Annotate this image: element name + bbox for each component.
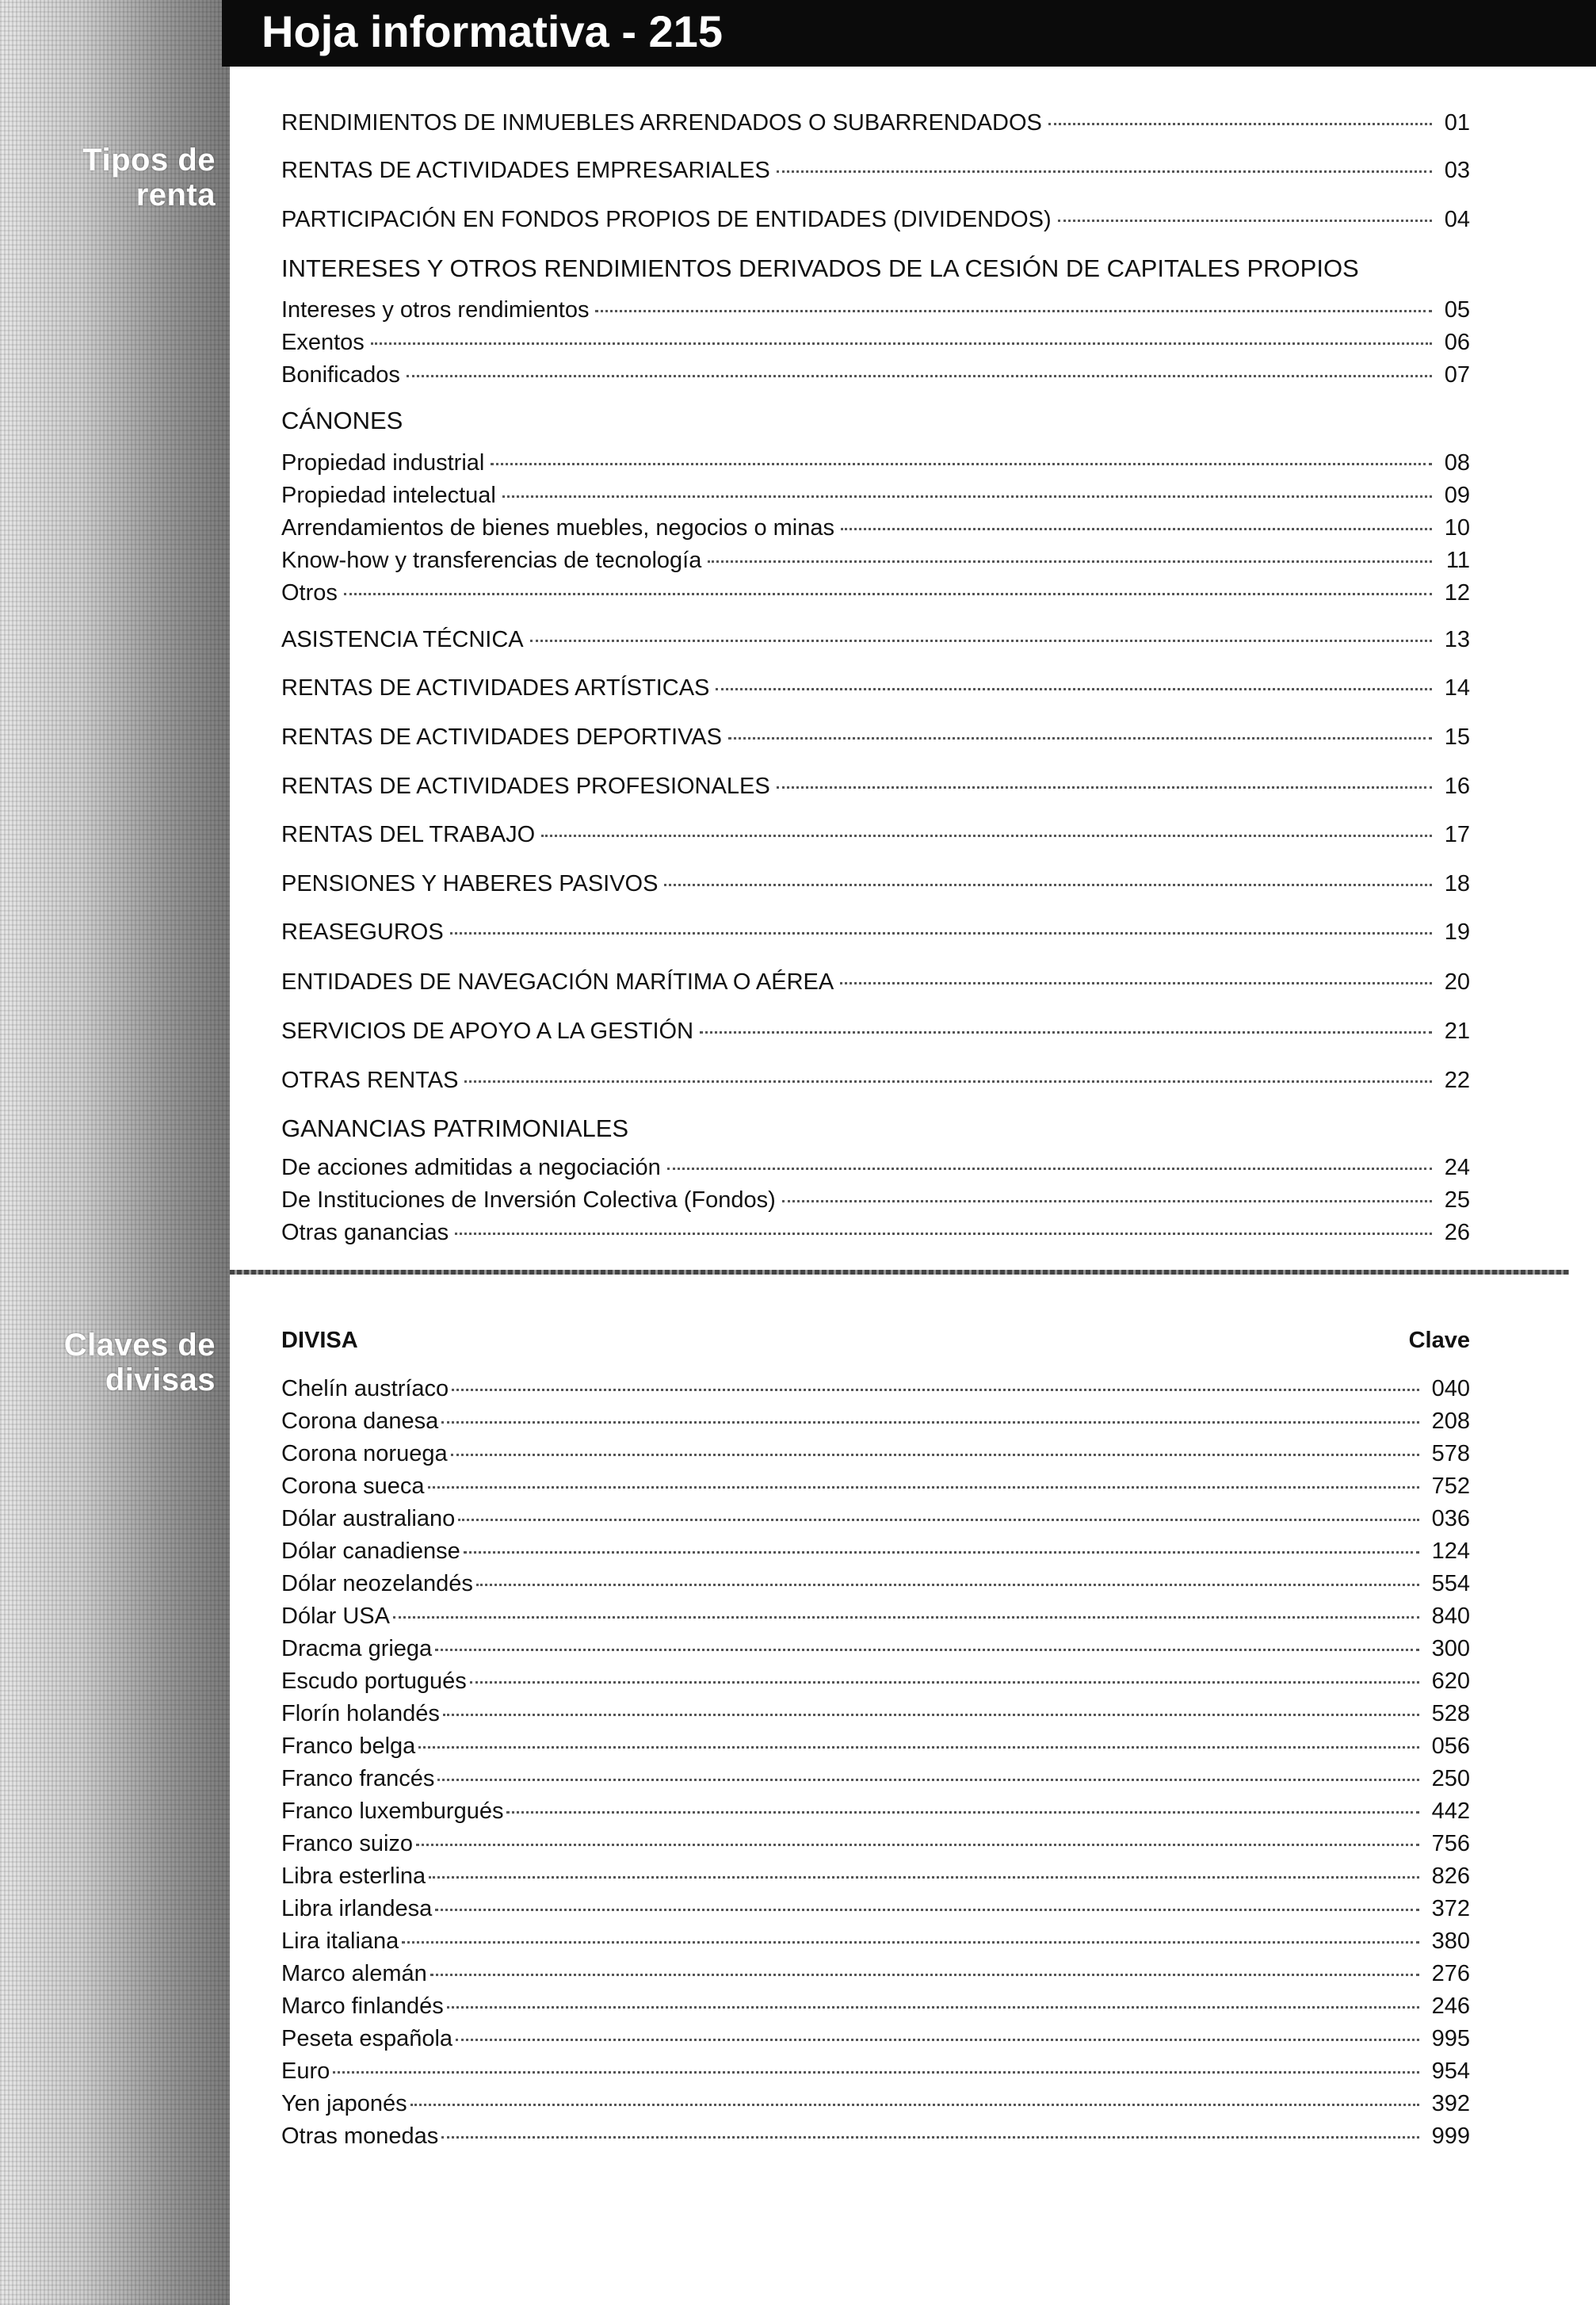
tipo-renta-code: 06 [1444,330,1470,355]
tipo-renta-label: Propiedad industrial [281,450,485,476]
divisa-code: 208 [1431,1409,1470,1434]
divisa-label: Libra esterlina [281,1863,426,1889]
dot-leader [443,1714,1419,1716]
tipo-renta-row [281,546,1470,575]
dot-leader [470,1681,1419,1684]
tipo-renta-row [281,820,1470,849]
dot-leader [455,1233,1432,1235]
divisas-header-row [281,1326,1470,1355]
divisa-row [281,1407,1470,1435]
tipo-renta-label: SERVICIOS DE APOYO A LA GESTIÓN [281,1019,694,1044]
dot-leader [667,1168,1432,1170]
tipo-renta-label: RENTAS DE ACTIVIDADES PROFESIONALES [281,774,770,799]
divisa-row [281,1634,1470,1663]
divisa-code: 380 [1431,1928,1470,1954]
dot-leader [418,1746,1419,1749]
divisa-row [281,2057,1470,2085]
tipo-renta-row [281,772,1470,801]
dot-leader [435,1909,1419,1911]
sidebar [0,0,230,2305]
tipo-renta-label: Know-how y transferencias de tecnología [281,548,702,573]
dot-leader [716,688,1432,690]
dot-leader [435,1649,1419,1651]
divisa-label: Euro [281,2058,330,2084]
divisa-label: Franco belga [281,1734,416,1759]
divisa-label: Florín holandés [281,1701,440,1726]
divisa-row [281,1894,1470,1923]
divisa-row [281,2089,1470,2118]
tipo-renta-row [281,723,1470,751]
tipo-renta-row [281,296,1470,324]
tipo-renta-label: REASEGUROS [281,919,444,945]
section-heading: GANANCIAS PATRIMONIALES [281,1114,629,1142]
divisa-label: Corona danesa [281,1409,439,1434]
dot-leader [402,1941,1419,1944]
tipo-renta-row [281,1218,1470,1247]
divisa-code: 442 [1431,1799,1470,1824]
divisa-row [281,1829,1470,1858]
divisa-row [281,1959,1470,1988]
tipo-renta-row [281,481,1470,510]
tipo-renta-code: 05 [1444,297,1470,323]
sidebar-section-tipos [0,63,230,1272]
divisa-code: 999 [1431,2123,1470,2149]
tipo-renta-label: RENDIMIENTOS DE INMUEBLES ARRENDADOS O SUBARRENDADOS [281,110,1042,136]
tipo-renta-code: 04 [1444,207,1470,232]
tipo-renta-row [281,156,1470,185]
dot-leader [344,593,1432,595]
tipo-renta-label: RENTAS DE ACTIVIDADES ARTÍSTICAS [281,675,710,701]
tipo-renta-code: 24 [1444,1155,1470,1180]
header-bar [222,0,1596,67]
divisa-row [281,1569,1470,1598]
dot-leader [664,884,1432,886]
tipo-renta-label: RENTAS DEL TRABAJO [281,822,536,847]
tipo-renta-code: 16 [1444,774,1470,799]
tipo-renta-code: 18 [1444,871,1470,896]
dot-leader [430,1974,1419,1976]
divisa-row [281,1862,1470,1890]
dot-leader [1048,123,1432,125]
tipo-renta-row [281,1153,1470,1182]
divisa-row [281,1504,1470,1533]
divisa-label: Libra irlandesa [281,1896,433,1921]
tipo-renta-label: ASISTENCIA TÉCNICA [281,627,524,652]
dot-leader [728,737,1432,740]
tipo-renta-label: Exentos [281,330,365,355]
divisa-code: 752 [1431,1474,1470,1499]
tipo-renta-code: 14 [1444,675,1470,701]
divisa-label: Marco finlandés [281,1993,444,2019]
divisa-row [281,1439,1470,1468]
tipo-renta-code: 12 [1444,580,1470,606]
tipo-renta-row [281,109,1470,137]
dot-leader [464,1551,1419,1554]
tipo-renta-code: 21 [1444,1019,1470,1044]
dot-leader [541,835,1432,837]
dot-leader [441,2136,1419,2139]
divisa-row [281,2122,1470,2150]
tipo-renta-row [281,1186,1470,1214]
divisa-code: 040 [1431,1376,1470,1401]
divisa-label: Chelín austríaco [281,1376,449,1401]
tipo-renta-label: Otros [281,580,338,606]
tipo-renta-label: Intereses y otros rendimientos [281,297,590,323]
divisa-row [281,1797,1470,1825]
tipo-renta-code: 19 [1444,919,1470,945]
tipo-renta-row [281,870,1470,898]
tipo-renta-code: 09 [1444,483,1470,508]
dot-leader [530,640,1432,642]
tipo-renta-label: Propiedad intelectual [281,483,496,508]
tipo-renta-code: 25 [1444,1187,1470,1213]
tipo-renta-code: 01 [1444,110,1470,136]
divisa-label: Yen japonés [281,2091,407,2116]
tipo-renta-code: 03 [1444,158,1470,183]
dot-leader [393,1616,1419,1619]
dot-leader [491,463,1432,465]
tipo-renta-code: 08 [1444,450,1470,476]
divisa-row [281,1667,1470,1695]
section-heading: CÁNONES [281,407,403,434]
tipo-renta-row [281,205,1470,234]
dot-leader [782,1200,1432,1202]
dot-leader [777,170,1432,173]
tipo-renta-label: Otras ganancias [281,1220,449,1245]
divisa-code: 056 [1431,1734,1470,1759]
dot-leader [595,310,1432,312]
tipo-renta-row [281,1017,1470,1045]
dot-leader [407,375,1432,377]
dot-leader [464,1080,1432,1083]
dot-leader [428,1486,1419,1489]
divisa-code: 246 [1431,1993,1470,2019]
divisa-code: 995 [1431,2026,1470,2051]
tipo-renta-label: OTRAS RENTAS [281,1068,459,1093]
tipo-renta-label: De Instituciones de Inversión Colectiva (Fondos) [281,1187,776,1213]
dot-leader [777,786,1432,789]
dot-leader [450,932,1432,935]
tipo-renta-label: PENSIONES Y HABERES PASIVOS [281,871,659,896]
divisa-label: Franco suizo [281,1831,414,1856]
divisa-label: Escudo portugués [281,1669,467,1694]
divisa-code: 124 [1431,1539,1470,1564]
tipo-renta-row [281,918,1470,946]
divisa-label: Corona noruega [281,1441,448,1466]
tipo-renta-code: 26 [1444,1220,1470,1245]
divisa-code: 528 [1431,1701,1470,1726]
divisa-row [281,1927,1470,1955]
dot-leader [410,2104,1419,2106]
dot-leader [840,982,1432,984]
tipo-renta-label: Bonificados [281,362,400,388]
dot-leader [476,1584,1419,1586]
divisa-code: 840 [1431,1604,1470,1629]
tipo-renta-label: De acciones admitidas a negociación [281,1155,661,1180]
dot-leader [451,1454,1419,1456]
clave-column-header: Clave [1408,1328,1470,1353]
divisa-column-header: DIVISA [281,1328,358,1353]
divisa-label: Marco alemán [281,1961,427,1986]
divisa-code: 036 [1431,1506,1470,1531]
divisa-code: 250 [1431,1766,1470,1791]
tipo-renta-label: RENTAS DE ACTIVIDADES DEPORTIVAS [281,724,722,750]
divisa-code: 554 [1431,1571,1470,1596]
tipo-renta-code: 20 [1444,969,1470,995]
section-heading: INTERESES Y OTROS RENDIMIENTOS DERIVADOS DE LA CESIÓN DE CAPITALES PROPIOS [281,254,1359,282]
page-title: Hoja informativa - 215 [262,6,723,56]
tipo-renta-code: 10 [1444,515,1470,541]
divisa-code: 756 [1431,1831,1470,1856]
tipo-renta-code: 11 [1445,548,1470,573]
divisa-label: Dólar neozelandés [281,1571,473,1596]
dot-leader [333,2071,1419,2074]
divisa-row [281,1699,1470,1728]
tipo-renta-code: 07 [1444,362,1470,388]
dot-leader [416,1844,1419,1846]
tipo-renta-label: Arrendamientos de bienes muebles, negocios o minas [281,515,835,541]
tipo-renta-row [281,449,1470,477]
divisa-code: 826 [1431,1863,1470,1889]
divisa-row [281,1602,1470,1630]
dot-leader [441,1421,1419,1424]
tipo-renta-label: RENTAS DE ACTIVIDADES EMPRESARIALES [281,158,770,183]
sidebar-title-tipos: Tipos de renta [82,143,216,212]
sidebar-title-divisas: Claves de divisas [63,1328,216,1397]
divisa-label: Dólar australiano [281,1506,456,1531]
divisa-row [281,1732,1470,1760]
divisa-row [281,1537,1470,1565]
tipo-renta-code: 13 [1444,627,1470,652]
tipo-renta-code: 15 [1444,724,1470,750]
divisa-label: Dracma griega [281,1636,433,1661]
tipo-renta-row [281,674,1470,702]
divisa-label: Franco francés [281,1766,435,1791]
dot-leader [429,1876,1419,1879]
tipo-renta-row [281,514,1470,542]
dot-leader [447,2006,1419,2009]
tipo-renta-row [281,1066,1470,1095]
dot-leader [700,1031,1432,1034]
tipo-renta-row [281,361,1470,389]
divisa-row [281,1992,1470,2020]
divisa-code: 300 [1431,1636,1470,1661]
dot-leader [708,560,1432,563]
divisa-row [281,1764,1470,1793]
dot-leader [456,2039,1419,2041]
dot-leader [1058,220,1432,222]
divisa-row [281,1374,1470,1403]
divisa-row [281,1472,1470,1500]
dot-leader [502,495,1432,498]
dot-leader [841,528,1432,530]
section-divider [230,1270,1569,1275]
divisa-code: 276 [1431,1961,1470,1986]
tipo-renta-row [281,625,1470,654]
divisa-label: Peseta española [281,2026,453,2051]
sidebar-section-divisas [0,1288,230,2305]
tipo-renta-code: 22 [1444,1068,1470,1093]
dot-leader [506,1811,1419,1814]
tipo-renta-label: ENTIDADES DE NAVEGACIÓN MARÍTIMA O AÉREA [281,969,834,995]
divisa-label: Dólar USA [281,1604,390,1629]
dot-leader [458,1519,1419,1521]
tipo-renta-row [281,579,1470,607]
divisa-code: 578 [1431,1441,1470,1466]
dot-leader [371,342,1432,345]
divisa-label: Lira italiana [281,1928,399,1954]
divisa-label: Corona sueca [281,1474,425,1499]
divisa-label: Franco luxemburgués [281,1799,504,1824]
divisa-code: 372 [1431,1896,1470,1921]
divisa-code: 392 [1431,2091,1470,2116]
tipo-renta-label: PARTICIPACIÓN EN FONDOS PROPIOS DE ENTIDADES (DIVIDENDOS) [281,207,1052,232]
divisa-label: Dólar canadiense [281,1539,460,1564]
divisa-label: Otras monedas [281,2123,439,2149]
tipo-renta-row [281,968,1470,996]
dot-leader [437,1779,1419,1781]
divisa-code: 620 [1431,1669,1470,1694]
tipo-renta-row [281,328,1470,357]
dot-leader [452,1389,1419,1391]
tipo-renta-code: 17 [1444,822,1470,847]
divisa-row [281,2024,1470,2053]
divisa-code: 954 [1431,2058,1470,2084]
